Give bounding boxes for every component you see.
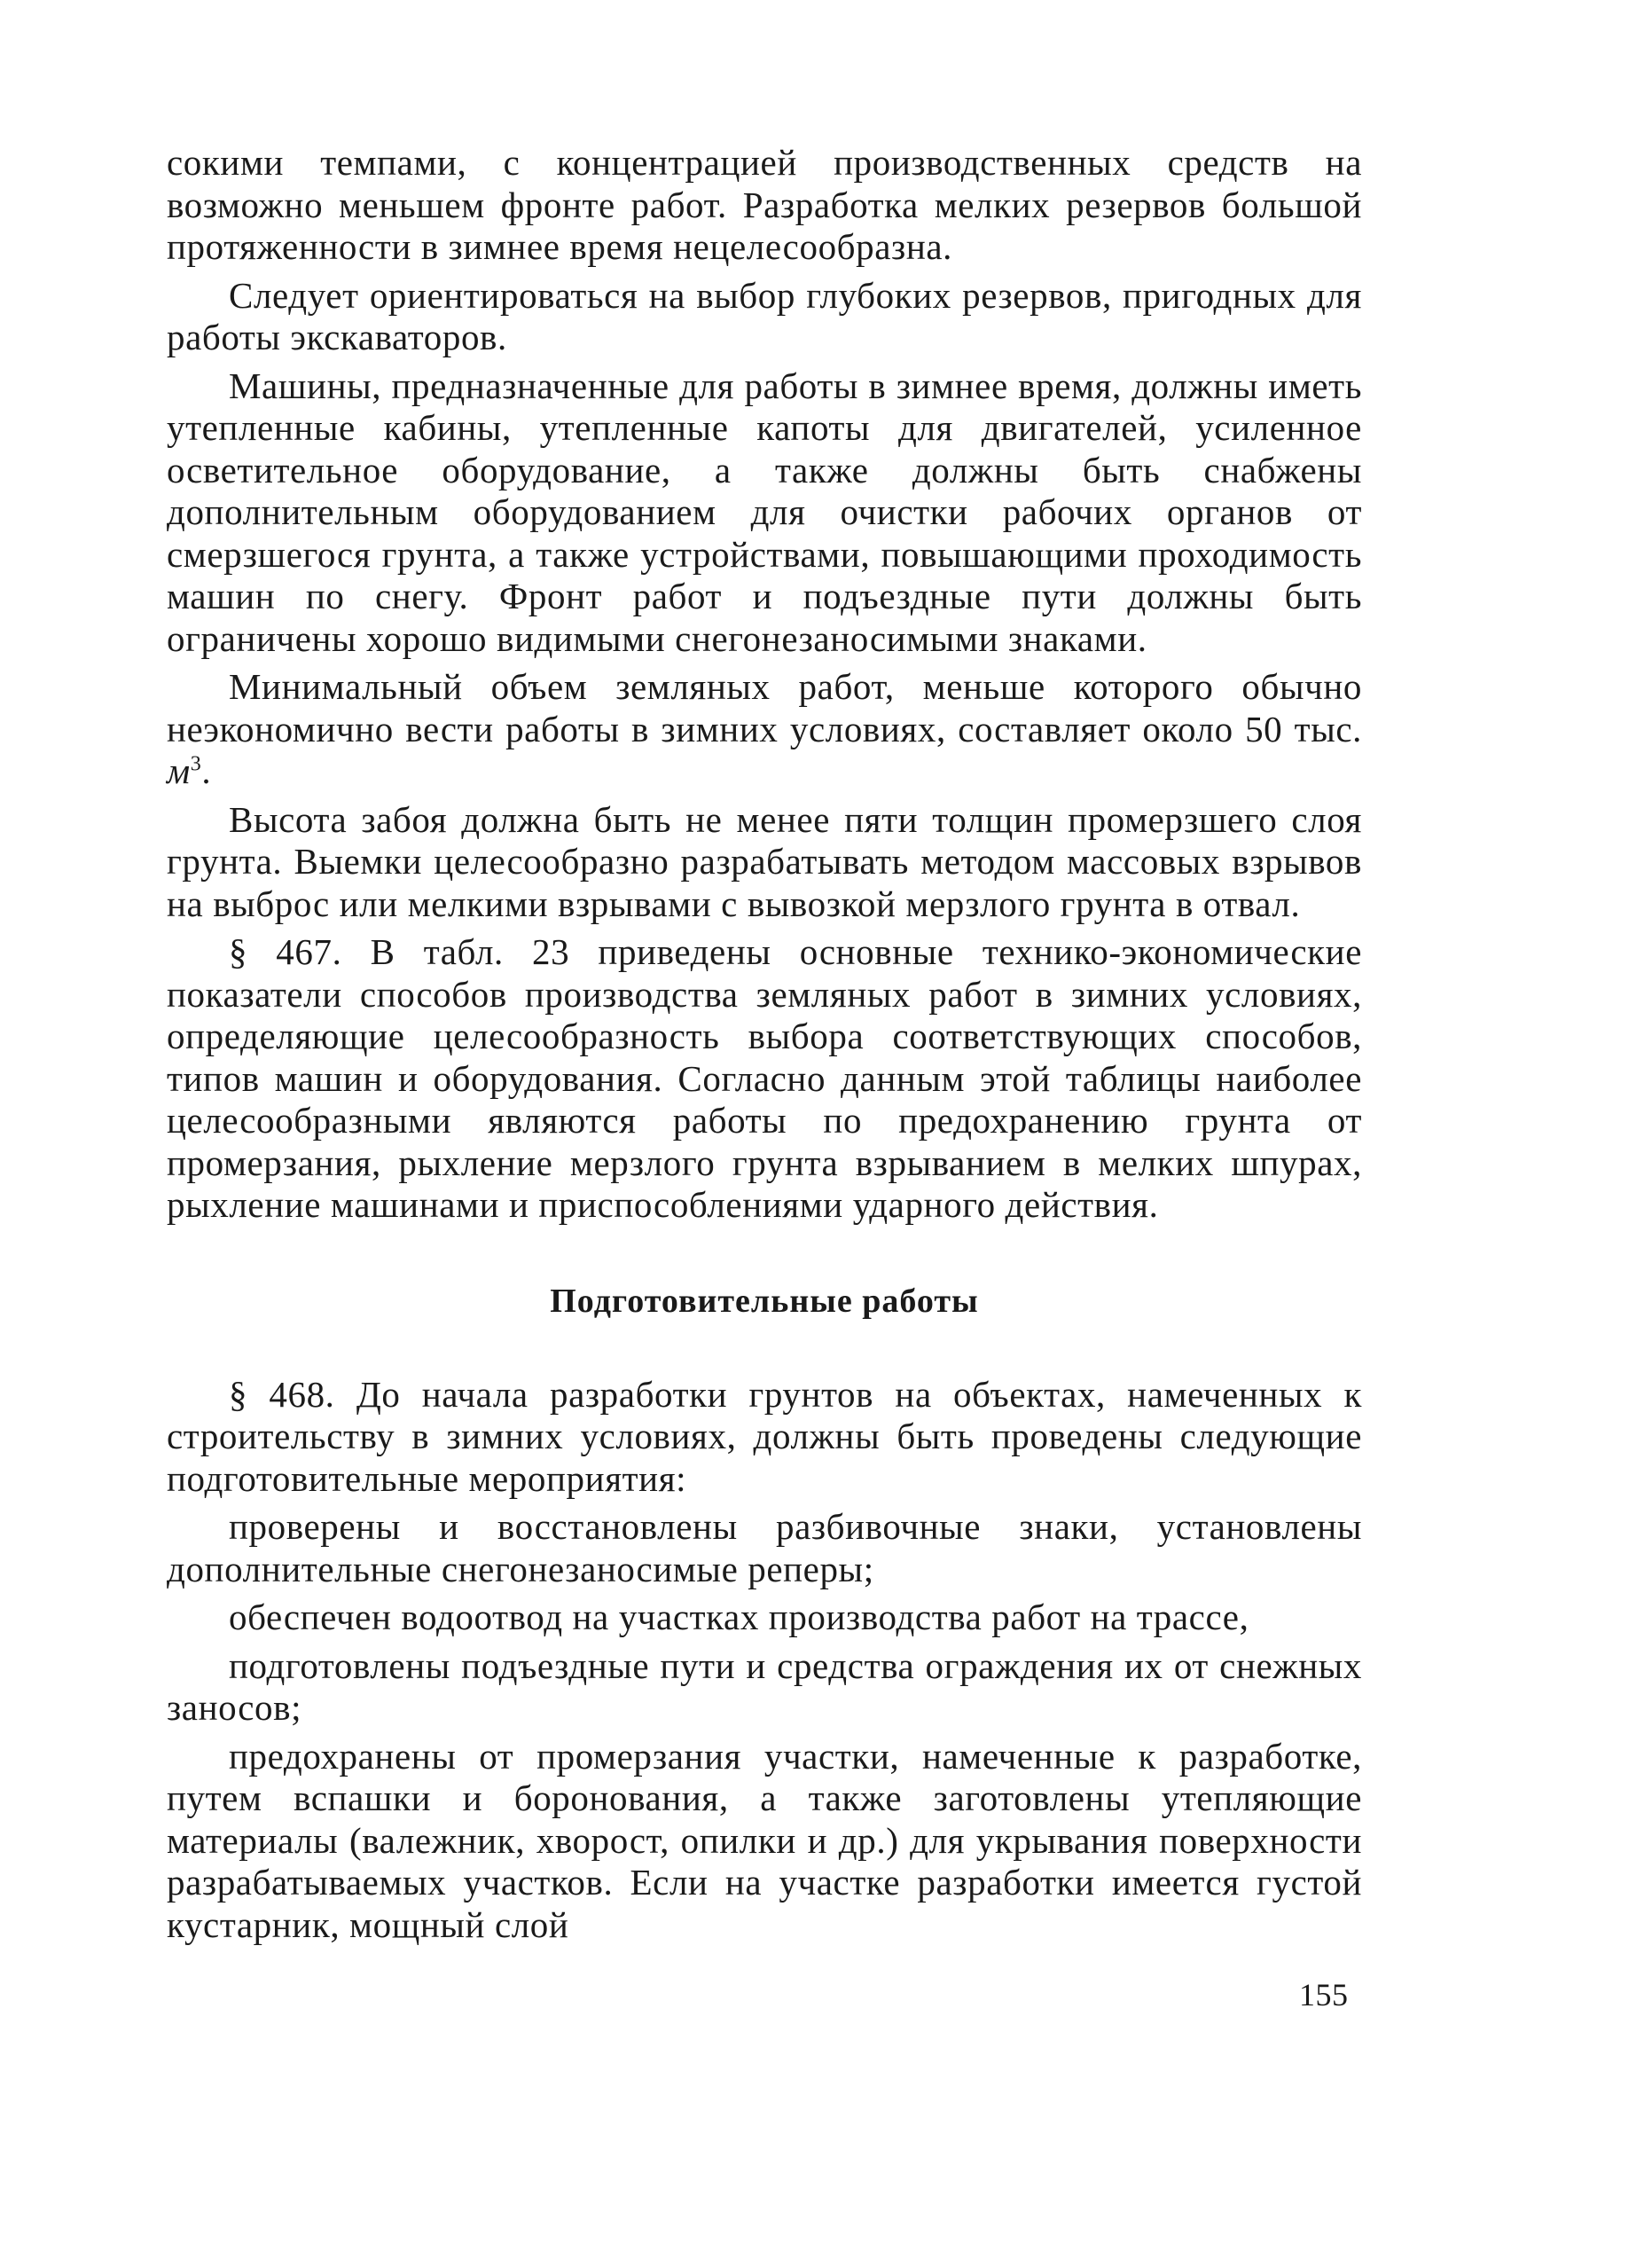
list-item-drainage: обеспечен водоотвод на участках производства работ на трассе,: [229, 1597, 1249, 1637]
section-heading: Подготовительные работы: [550, 1282, 979, 1320]
list-item-frost-protection: предохранены от промерзания участки, намеченные к разработке, путем вспашки и боронования, а также заготовлены утепляющие материалы (валежник, хворост, опилки и др.) для укрывания поверхности разрабатываемых участков. Если на участке разработки имеется густой кустарник, мощный слой: [167, 1735, 1362, 1945]
paragraph-machines: Машины, предназначенные для работы в зимнее время, должны иметь утепленные кабины, утепленные капоты для двигателей, усиленное осветительное оборудование, а также должны быть снабжены дополнительным оборудованием для очистки рабочих органов от смерзшегося грунта, а также устройствами, повышающими проходимость машин по снегу. Фронт работ и подъездные пути должны быть ограничены хорошо видимыми снегонезаносимыми знаками.: [167, 365, 1362, 659]
paragraph-468: § 468. До начала разработки грунтов на объектах, намеченных к строительству в зимних условиях, должны быть проведены следующие подготовительные мероприятия:: [167, 1373, 1362, 1499]
paragraph-reserves: Следует ориентироваться на выбор глубоких резервов, пригодных для работы экскаваторов.: [167, 274, 1362, 357]
page-number: 155: [1299, 1977, 1349, 2013]
minimal-volume-tail: .: [201, 750, 212, 791]
minimal-volume-text: Минимальный объем земляных работ, меньше которого обычно неэкономично вести работы в зимних условиях, составляет около 50 тыс.: [167, 666, 1362, 749]
paragraph-467: § 467. В табл. 23 приведены основные технико-экономические показатели способов производства земляных работ в зимних условиях, определяющие целесообразность выбора соответствующих способов, типов машин и оборудования. Согласно данным этой таблицы наиболее целесообразными являются работы по предохранению грунта от промерзания, рыхление мерзлого грунта взрыванием в мелких шпурах, рыхление машинами и приспособлениями ударного действия.: [167, 931, 1362, 1225]
top-text-block: [167, 142, 1362, 1227]
unit-power: 3: [190, 752, 202, 776]
volume-unit: м: [167, 750, 191, 791]
bottom-text-block: [167, 1374, 1362, 1947]
list-item-markers: проверены и восстановлены разбивочные знаки, установлены дополнительные снегонезаносимые реперы;: [167, 1506, 1362, 1589]
list-item-access-roads: подготовлены подъездные пути и средства ограждения их от снежных заносов;: [167, 1644, 1362, 1728]
paragraph-minimal-volume: [167, 666, 1362, 793]
paragraph-continuation: сокими темпами, с концентрацией производственных средств на возможно меньшем фронте работ. Разработка мелких резервов большой протяженности в зимнее время нецелесообразна.: [167, 142, 1362, 267]
paragraph-face-height: Высота забоя должна быть не менее пяти толщин промерзшего слоя грунта. Выемки целесообразно разрабатывать методом массовых взрывов на выброс или мелкими взрывами с вывозкой мерзлого грунта в отвал.: [167, 798, 1362, 924]
page-body: [167, 142, 1362, 1952]
